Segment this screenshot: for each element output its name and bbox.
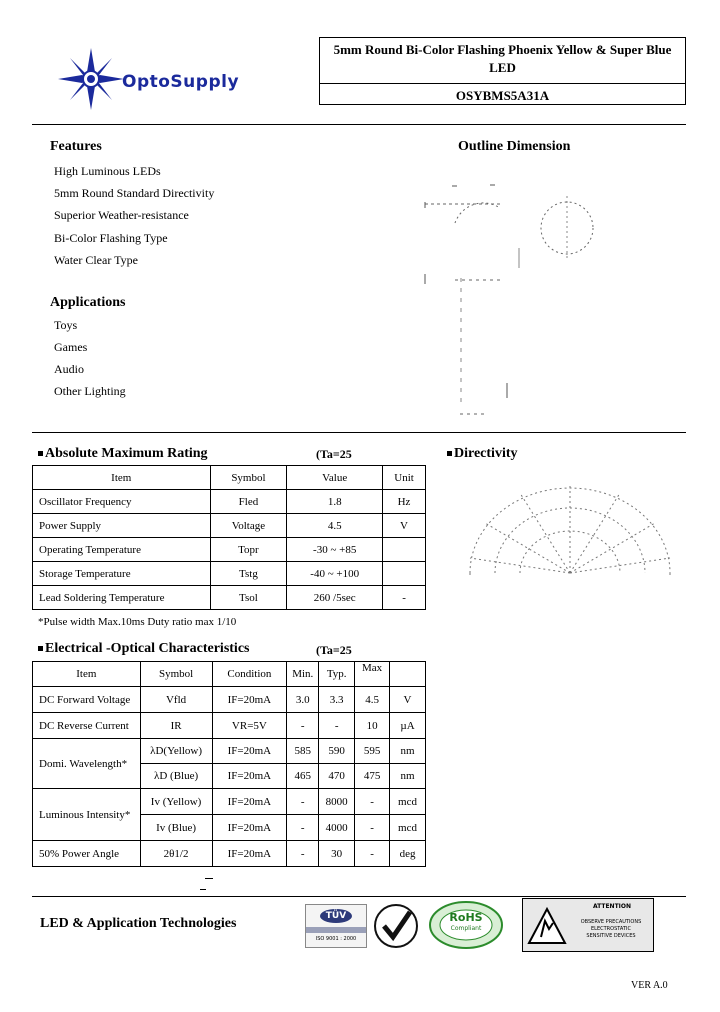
applications-title: Applications — [50, 295, 126, 310]
cell-item: Oscillator Frequency — [33, 490, 211, 514]
cell-condition: IF=20mA — [212, 687, 287, 713]
cell-unit: nm — [390, 739, 426, 764]
tuv-logo-icon: TÜV — [320, 909, 352, 923]
directivity-chart — [460, 478, 680, 583]
bullet-icon — [38, 451, 43, 456]
brand-name: OptoSupply — [122, 72, 240, 92]
col-header — [390, 662, 426, 687]
cell-condition: IF=20mA — [212, 739, 287, 764]
feature-item: Superior Weather-resistance — [54, 208, 189, 222]
cell-symbol: IR — [140, 713, 212, 739]
brand-logo — [58, 48, 273, 110]
outline-title: Outline Dimension — [458, 139, 571, 154]
cell-max: - — [355, 815, 390, 841]
cell-unit — [383, 562, 426, 586]
part-number: OSYBMS5A31A — [455, 88, 550, 103]
bullet-icon — [447, 451, 452, 456]
cell-item: Power Supply — [33, 514, 211, 538]
table-row — [33, 514, 426, 538]
cell-condition: IF=20mA — [212, 789, 287, 815]
col-header: Min. — [287, 662, 319, 687]
cell-unit: mcd — [390, 815, 426, 841]
cell-item: Luminous Intensity* — [33, 789, 141, 841]
col-header: Item — [33, 466, 211, 490]
col-header: Symbol — [210, 466, 287, 490]
cell-item: Lead Soldering Temperature — [33, 586, 211, 610]
iso-label: ISO 9001 : 2000 — [315, 936, 357, 942]
col-header: Symbol — [140, 662, 212, 687]
table-row — [33, 739, 426, 764]
cell-typ: 470 — [319, 764, 355, 789]
cell-symbol: 2θ1/2 — [140, 841, 212, 867]
cell-max: 10 — [355, 713, 390, 739]
bottom-divider — [32, 896, 686, 897]
cell-unit: V — [390, 687, 426, 713]
attention-text: OBSERVE PRECAUTIONS ELECTROSTATIC SENSITIVE DEVICES — [580, 919, 642, 939]
cell-condition: IF=20mA — [212, 764, 287, 789]
cell-min: - — [287, 713, 319, 739]
esd-attention-label — [522, 898, 654, 952]
cell-min: - — [287, 841, 319, 867]
cell-unit: deg — [390, 841, 426, 867]
cell-typ: 30 — [319, 841, 355, 867]
bullet-icon — [38, 646, 43, 651]
mark — [205, 878, 213, 879]
cell-symbol: Iv (Blue) — [140, 815, 212, 841]
cell-symbol: Tsol — [210, 586, 287, 610]
application-item: Toys — [54, 318, 78, 332]
abs-max-title: Absolute Maximum Rating — [38, 446, 208, 462]
col-header: Value — [287, 466, 383, 490]
cell-symbol: Tstg — [210, 562, 287, 586]
rohs-compliant-label: Compliant — [450, 925, 482, 932]
cell-min: 3.0 — [287, 687, 319, 713]
cell-symbol: Iv (Yellow) — [140, 789, 212, 815]
cell-item: 50% Power Angle — [33, 841, 141, 867]
col-header: Max — [355, 662, 390, 687]
cell-unit: µA — [390, 713, 426, 739]
col-header: Condition — [212, 662, 287, 687]
abs-max-table — [32, 465, 426, 610]
top-divider — [32, 124, 686, 125]
feature-item: Water Clear Type — [54, 253, 138, 267]
cell-max: 475 — [355, 764, 390, 789]
feature-item: 5mm Round Standard Directivity — [54, 186, 215, 200]
cell-symbol: λD(Yellow) — [140, 739, 212, 764]
cell-item: DC Reverse Current — [33, 713, 141, 739]
cell-unit: V — [383, 514, 426, 538]
cell-typ: 8000 — [319, 789, 355, 815]
tuv-stripe — [306, 927, 366, 933]
abs-max-note: *Pulse width Max.10ms Duty ratio max 1/10 — [38, 616, 237, 628]
cell-unit — [383, 538, 426, 562]
col-header: Unit — [383, 466, 426, 490]
cell-max: - — [355, 841, 390, 867]
cell-max: 4.5 — [355, 687, 390, 713]
cell-typ: 3.3 — [319, 687, 355, 713]
table-row — [33, 687, 426, 713]
rohs-badge — [427, 900, 505, 950]
rohs-label: RoHS — [449, 911, 483, 924]
cell-unit: - — [383, 586, 426, 610]
cell-symbol: Voltage — [210, 514, 287, 538]
cell-value: 1.8 — [287, 490, 383, 514]
cell-item: Operating Temperature — [33, 538, 211, 562]
cell-symbol: Topr — [210, 538, 287, 562]
directivity-title: Directivity — [447, 446, 518, 462]
col-header: Item — [33, 662, 141, 687]
cell-max: 595 — [355, 739, 390, 764]
table-row — [33, 841, 426, 867]
cell-item: DC Forward Voltage — [33, 687, 141, 713]
cell-symbol: Vfld — [140, 687, 212, 713]
cell-value: -40 ~ +100 — [287, 562, 383, 586]
cell-item: Storage Temperature — [33, 562, 211, 586]
abs-max-ta: (Ta=25 — [316, 447, 352, 461]
application-item: Games — [54, 340, 88, 354]
mark — [200, 889, 206, 890]
cell-value: 260 /5sec — [287, 586, 383, 610]
cell-condition: IF=20mA — [212, 841, 287, 867]
outline-drawing — [415, 178, 595, 418]
esd-warning-icon — [527, 907, 567, 947]
star-logo-icon — [58, 48, 128, 110]
table-row — [33, 490, 426, 514]
cell-typ: - — [319, 713, 355, 739]
cell-condition: IF=20mA — [212, 815, 287, 841]
cell-max: - — [355, 789, 390, 815]
attention-title: ATTENTION — [592, 903, 632, 910]
table-row — [33, 586, 426, 610]
table-row — [33, 789, 426, 815]
table-row — [33, 562, 426, 586]
features-title: Features — [50, 139, 102, 154]
eo-table — [32, 661, 426, 867]
cell-value: -30 ~ +85 — [287, 538, 383, 562]
mid-divider — [32, 432, 686, 433]
cell-unit: Hz — [383, 490, 426, 514]
cell-condition: VR=5V — [212, 713, 287, 739]
eo-ta: (Ta=25 — [316, 643, 352, 657]
certified-check-icon — [370, 902, 422, 950]
cell-typ: 4000 — [319, 815, 355, 841]
product-title: 5mm Round Bi-Color Flashing Phoenix Yellow & Super Blue LED — [333, 42, 672, 75]
tuv-badge — [305, 904, 367, 948]
application-item: Other Lighting — [54, 384, 126, 398]
cell-typ: 590 — [319, 739, 355, 764]
cell-min: - — [287, 789, 319, 815]
cell-min: 465 — [287, 764, 319, 789]
cell-min: 585 — [287, 739, 319, 764]
eo-title: Electrical -Optical Characteristics — [38, 641, 249, 657]
table-row — [33, 713, 426, 739]
company-name: LED & Application Technologies — [40, 916, 237, 931]
cell-unit: nm — [390, 764, 426, 789]
cell-item: Domi. Wavelength* — [33, 739, 141, 789]
feature-item: High Luminous LEDs — [54, 164, 161, 178]
cell-min: - — [287, 815, 319, 841]
cell-value: 4.5 — [287, 514, 383, 538]
feature-item: Bi-Color Flashing Type — [54, 231, 168, 245]
version-label: VER A.0 — [631, 980, 668, 991]
cell-unit: mcd — [390, 789, 426, 815]
cell-symbol: Fled — [210, 490, 287, 514]
col-header: Typ. — [319, 662, 355, 687]
application-item: Audio — [54, 362, 84, 376]
cell-symbol: λD (Blue) — [140, 764, 212, 789]
title-box — [319, 37, 686, 105]
title-divider — [320, 83, 685, 84]
table-row — [33, 538, 426, 562]
